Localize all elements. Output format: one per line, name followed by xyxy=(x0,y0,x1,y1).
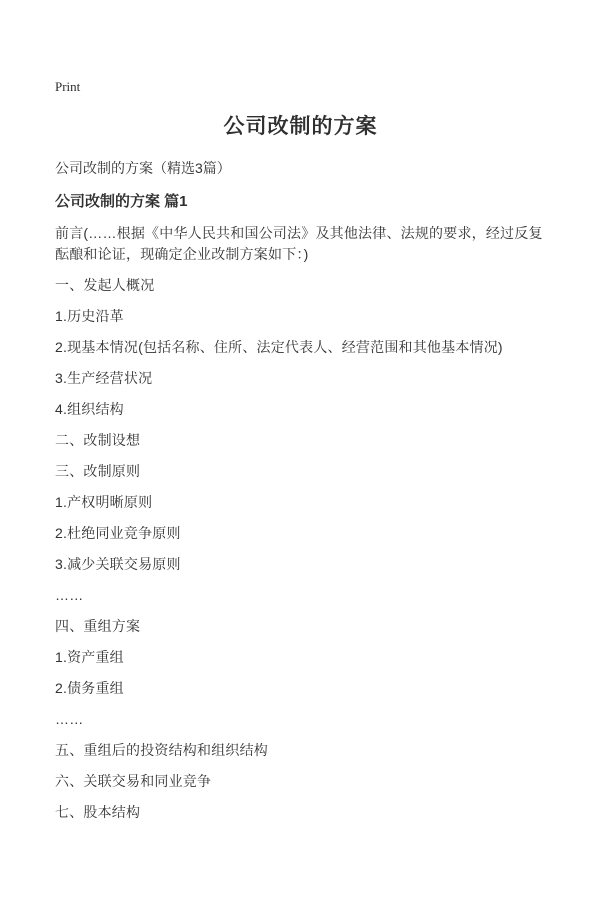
paragraph: 1.历史沿革 xyxy=(55,308,124,324)
section-heading-part1: 公司改制的方案 篇1 xyxy=(55,193,188,210)
paragraph: …… xyxy=(55,711,84,727)
paragraph: 三、改制原则 xyxy=(55,463,141,479)
paragraph: 1.产权明晰原则 xyxy=(55,494,153,510)
paragraph: 四、重组方案 xyxy=(55,618,141,634)
paragraph: 七、股本结构 xyxy=(55,804,141,820)
paragraph: 2.杜绝同业竞争原则 xyxy=(55,525,181,541)
paragraph: …… xyxy=(55,587,84,603)
paragraph: 1.资产重组 xyxy=(55,649,124,665)
paragraph: 前言(……根据《中华人民共和国公司法》及其他法律、法规的要求，经过反复酝酿和论证，现确定企业改制方案如下：) xyxy=(55,225,543,262)
document-subtitle: 公司改制的方案（精选3篇） xyxy=(55,160,231,176)
paragraph: 一、发起人概况 xyxy=(55,277,155,293)
print-link[interactable]: Print xyxy=(55,79,81,94)
paragraph: 4.组织结构 xyxy=(55,401,124,417)
paragraph: 二、改制设想 xyxy=(55,432,141,448)
document-body xyxy=(55,223,546,823)
paragraph: 3.减少关联交易原则 xyxy=(55,556,181,572)
paragraph: 3.生产经营状况 xyxy=(55,370,153,386)
paragraph: 六、关联交易和同业竞争 xyxy=(55,773,212,789)
page-title: 公司改制的方案 xyxy=(223,115,378,138)
paragraph: 2.现基本情况(包括名称、住所、法定代表人、经营范围和其他基本情况) xyxy=(55,339,503,355)
paragraph: 五、重组后的投资结构和组织结构 xyxy=(55,742,268,758)
paragraph: 2.债务重组 xyxy=(55,680,124,696)
